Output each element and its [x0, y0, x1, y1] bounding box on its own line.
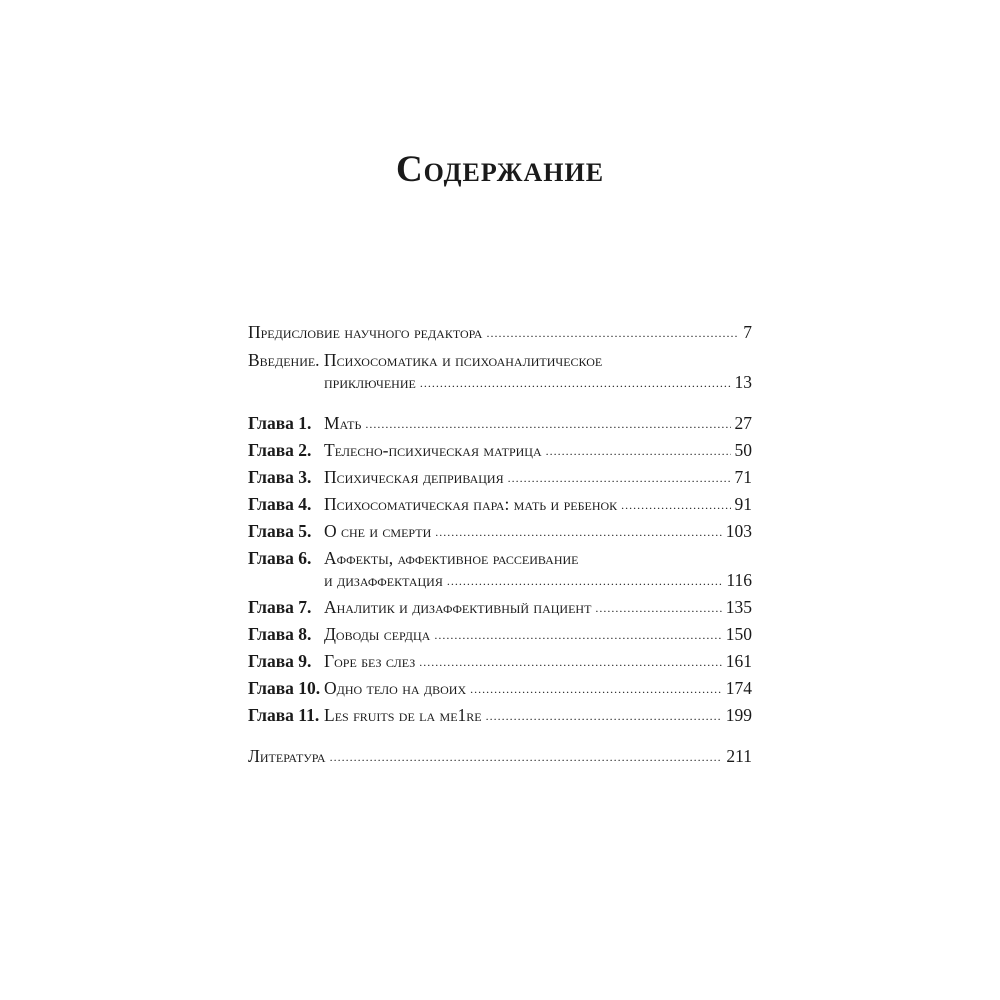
dot-leader	[330, 750, 723, 765]
chapter-label: Глава 10.	[248, 678, 321, 698]
chapter-label: Глава 3.	[248, 467, 312, 487]
toc-entry-text: Мать	[324, 413, 362, 433]
dot-leader	[470, 682, 722, 697]
chapter-label: Глава 8.	[248, 624, 312, 644]
toc-entry-text: Психосоматическая пара: мать и ребенок	[324, 494, 618, 514]
toc-page-number: 174	[725, 678, 752, 698]
toc-entry-chapter-2[interactable]	[248, 440, 752, 466]
chapter-label: Глава 9.	[248, 651, 312, 671]
toc-page-number: 150	[725, 624, 752, 644]
toc-entry-text: Доводы сердца	[324, 624, 431, 644]
toc-entry-chapter-11[interactable]	[248, 705, 752, 731]
chapter-label: Глава 11.	[248, 705, 320, 725]
toc-entry-text: Телесно-психическая матрица	[324, 440, 542, 460]
toc-entry-text: и дизаффектация	[324, 570, 443, 590]
toc-entry-preface[interactable]	[248, 322, 752, 348]
toc-entry-chapter-6[interactable]	[248, 570, 752, 596]
toc-entry-text: Предисловие научного редактора	[248, 322, 483, 342]
toc-page-number: 116	[726, 570, 752, 590]
toc-entry-literature[interactable]	[248, 746, 752, 772]
toc-page-number: 71	[734, 467, 752, 487]
toc-entry-text: Горе без слез	[324, 651, 416, 671]
dot-leader	[486, 709, 722, 724]
dot-leader	[486, 326, 739, 341]
dot-leader	[435, 525, 722, 540]
toc-page-number: 135	[725, 597, 752, 617]
toc-entry-chapter-4[interactable]	[248, 494, 752, 520]
page-title: Содержание	[395, 149, 605, 190]
toc-entry-chapter-1[interactable]	[248, 413, 752, 439]
toc-entry-text: приключение	[324, 372, 416, 392]
toc-entry-text: Литература	[248, 746, 326, 766]
toc-entry-chapter-9[interactable]	[248, 651, 752, 677]
toc-page-number: 211	[726, 746, 752, 766]
toc-page-number: 103	[725, 521, 752, 541]
toc-entry-text: Психическая депривация	[324, 467, 504, 487]
toc-page-number: 199	[725, 705, 752, 725]
toc-entry-text: Аналитик и дизаффективный пациент	[324, 597, 592, 617]
dot-leader	[434, 628, 721, 643]
toc-page-number: 13	[734, 372, 752, 392]
toc-entry-chapter-3[interactable]	[248, 467, 752, 493]
chapter-label: Глава 1.	[248, 413, 312, 433]
dot-leader	[419, 655, 722, 670]
toc-entry-text: О сне и смерти	[324, 521, 432, 541]
dot-leader	[508, 471, 731, 486]
toc-entry-chapter-8[interactable]	[248, 624, 752, 650]
toc-entry-text: Les fruits de la me1re	[324, 705, 482, 725]
dot-leader	[447, 574, 723, 589]
toc-page-number: 7	[743, 322, 752, 342]
chapter-label: Глава 4.	[248, 494, 312, 514]
toc-page-number: 50	[734, 440, 752, 460]
toc-page-number: 27	[734, 413, 752, 433]
toc-page-number: 161	[725, 651, 752, 671]
toc-entry-chapter-10[interactable]	[248, 678, 752, 704]
toc-entry-text: Аффекты, аффективное рассеивание	[324, 548, 579, 568]
chapter-label: Глава 6.	[248, 548, 312, 568]
dot-leader	[595, 601, 721, 616]
chapter-label: Глава 2.	[248, 440, 312, 460]
toc-entry-chapter-7[interactable]	[248, 597, 752, 623]
toc-entry-text: Введение. Психосоматика и психоаналитическое	[248, 350, 603, 370]
toc-entry-text: Одно тело на двоих	[324, 678, 467, 698]
toc-entry-chapter-5[interactable]	[248, 521, 752, 547]
toc-entry-intro[interactable]	[248, 372, 752, 398]
chapter-label: Глава 5.	[248, 521, 312, 541]
dot-leader	[546, 444, 731, 459]
dot-leader	[621, 498, 730, 513]
dot-leader	[420, 376, 731, 391]
chapter-label: Глава 7.	[248, 597, 312, 617]
toc-page-number: 91	[734, 494, 752, 514]
dot-leader	[365, 417, 730, 432]
